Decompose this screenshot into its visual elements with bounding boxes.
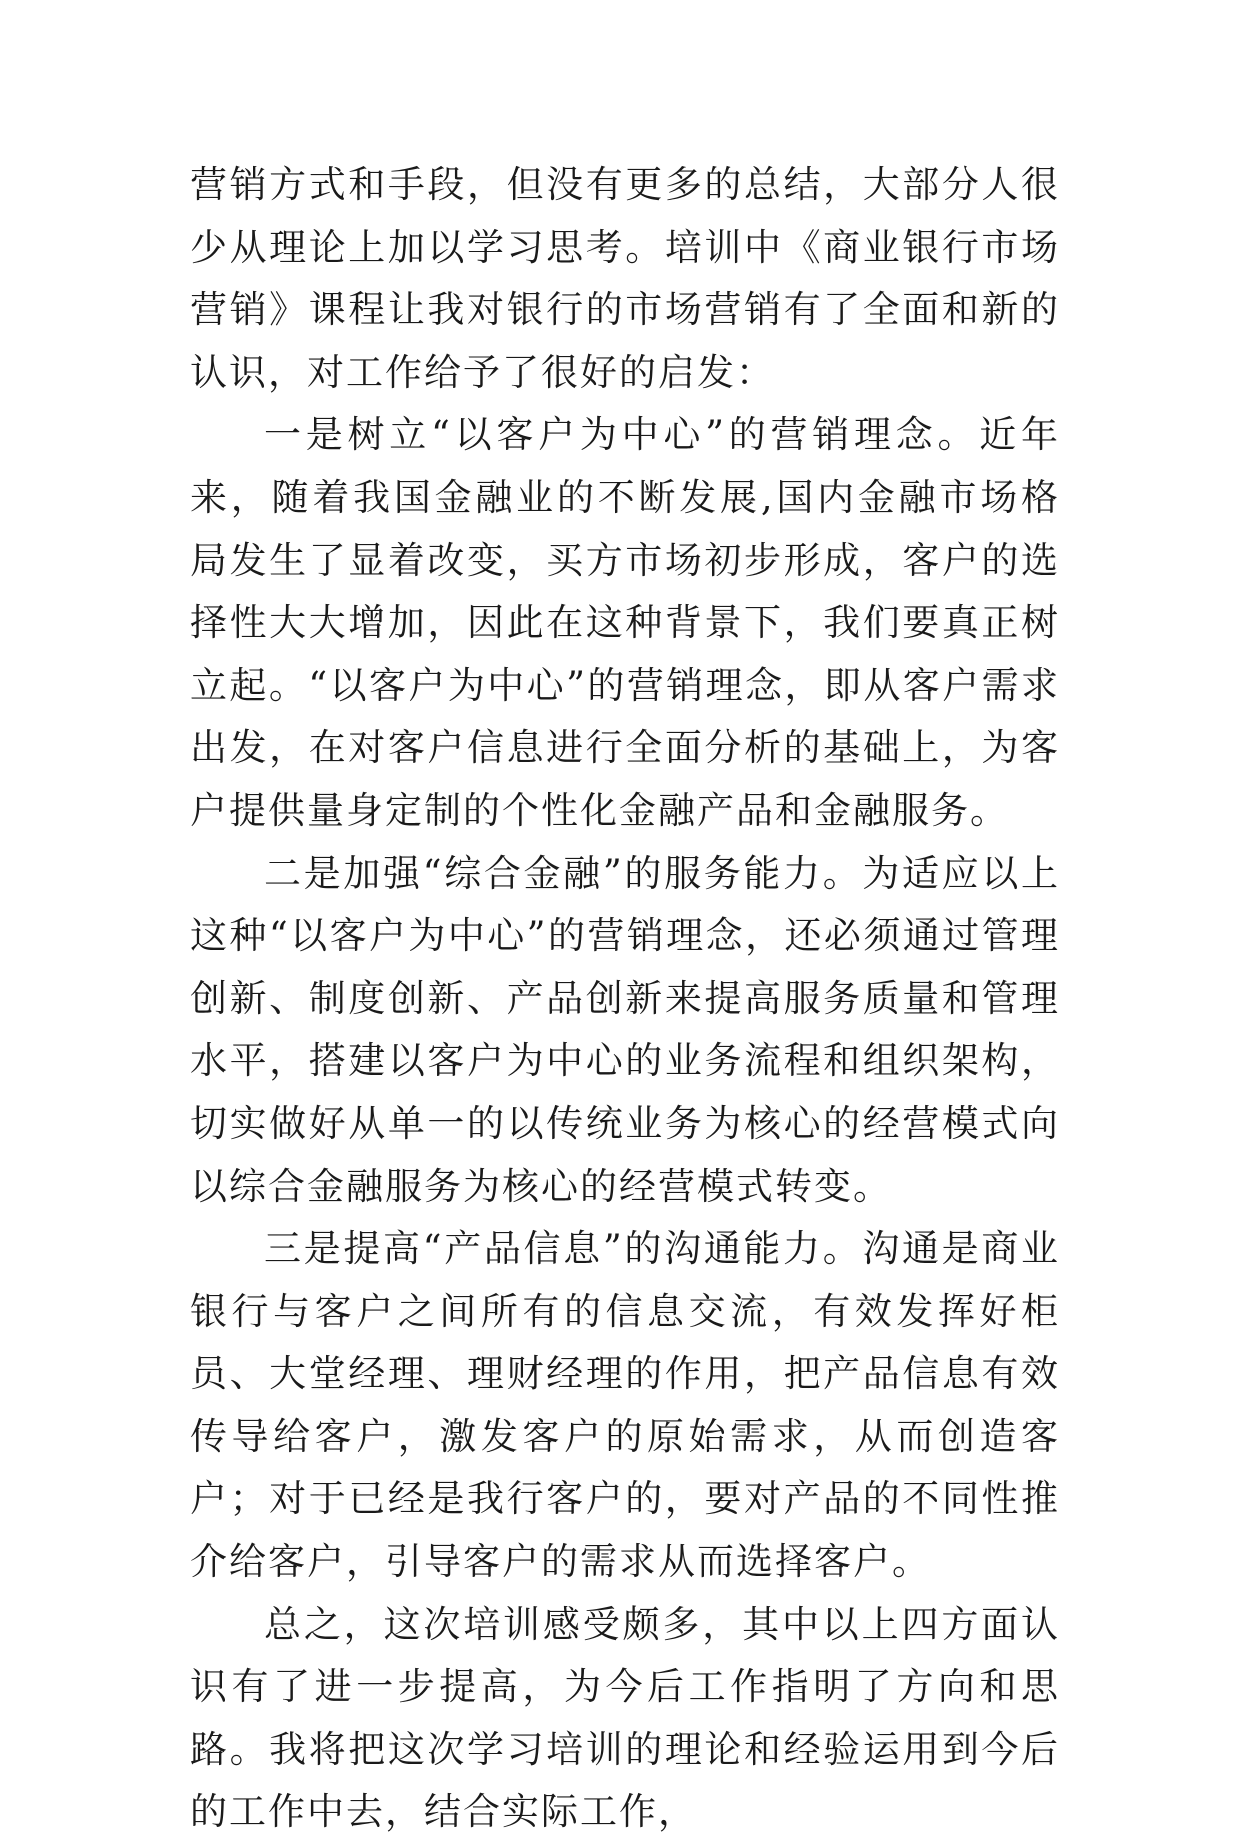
paragraph-product-communication: 三是提高“产品信息”的沟通能力。沟通是商业银行与客户之间所有的信息交流，有效发挥好柜员、大堂经理、理财经理的作用，把产品信息有效传导给客户，激发客户的原始需求，从而创造客户；对于已经是我行客户的，要对产品的不同性推介给客户，引导客户的需求从而选择客户。 xyxy=(190,1227,1060,1584)
paragraph-customer-centric: 一是树立“以客户为中心”的营销理念。近年来，随着我国金融业的不断发展,国内金融市场格局发生了显着改变，买方市场初步形成，客户的选择性大大增加，因此在这种背景下，我们要真正树立起。“以客户为中心”的营销理念，即从客户需求出发，在对客户信息进行全面分析的基础上，为客户提供量身定制的个性化金融产品和金融服务。 xyxy=(190,413,1060,832)
body-text xyxy=(190,154,1060,1844)
paragraph-summary: 总之，这次培训感受颇多，其中以上四方面认识有了进一步提高，为今后工作指明了方向和思路。我将把这次学习培训的理论和经验运用到今后的工作中去，结合实际工作， xyxy=(190,1602,1060,1834)
paragraph-integrated-finance: 二是加强“综合金融”的服务能力。为适应以上这种“以客户为中心”的营销理念，还必须通过管理创新、制度创新、产品创新来提高服务质量和管理水平，搭建以客户为中心的业务流程和组织架构，切实做好从单一的以传统业务为核心的经营模式向以综合金融服务为核心的经营模式转变。 xyxy=(190,851,1060,1208)
paragraph-continued: 营销方式和手段，但没有更多的总结，大部分人很少从理论上加以学习思考。培训中《商业银行市场营销》课程让我对银行的市场营销有了全面和新的认识，对工作给予了很好的启发： xyxy=(190,163,1060,394)
